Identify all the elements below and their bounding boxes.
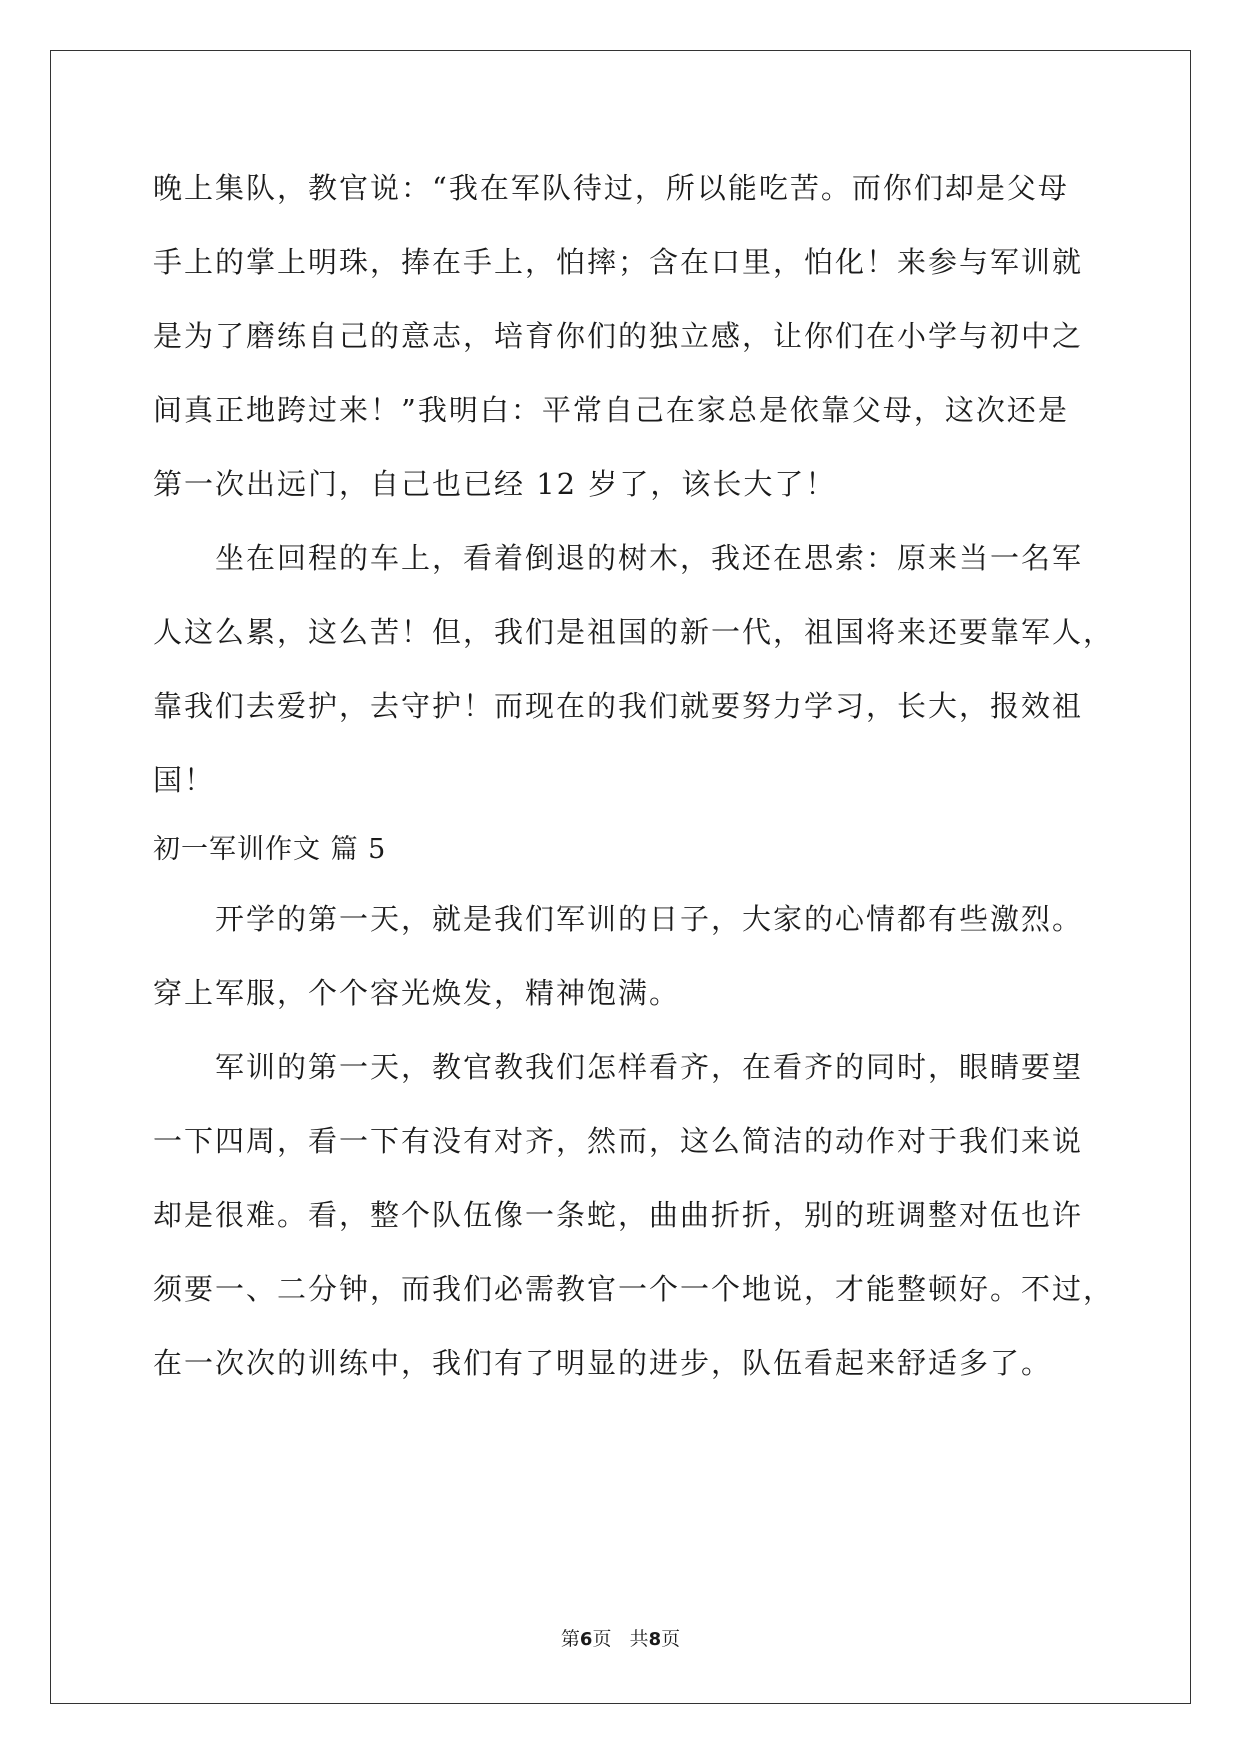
body-line: 须要一、二分钟，而我们必需教官一个一个地说，才能整顿好。不过， — [153, 1272, 1115, 1306]
body-line: 一下四周，看一下有没有对齐，然而，这么简洁的动作对于我们来说 — [153, 1124, 1084, 1158]
body-line: 晚上集队，教官说：“我在军队待过，所以能吃苦。而你们却是父母 — [153, 171, 1069, 205]
body-line: 手上的掌上明珠，捧在手上，怕摔；含在口里，怕化！来参与军训就 — [153, 245, 1084, 279]
body-line: 在一次次的训练中，我们有了明显的进步，队伍看起来舒适多了。 — [153, 1346, 1053, 1380]
current-page-number: 6 — [579, 1629, 593, 1650]
body-line: 军训的第一天，教官教我们怎样看齐，在看齐的同时，眼睛要望 — [153, 1050, 1084, 1084]
body-line: 是为了磨练自己的意志，培育你们的独立感，让你们在小学与初中之 — [153, 319, 1084, 353]
body-line: 却是很难。看，整个队伍像一条蛇，曲曲折折，别的班调整对伍也许 — [153, 1198, 1084, 1232]
body-line: 坐在回程的车上，看着倒退的树木，我还在思索：原来当一名军 — [153, 541, 1084, 575]
body-line: 国！ — [153, 763, 216, 797]
body-line: 第一次出远门，自己也已经 12 岁了，该长大了！ — [153, 467, 837, 501]
page-middle: 页 共 — [592, 1628, 649, 1650]
section-heading: 初一军训作文 篇 5 — [153, 834, 387, 865]
body-line: 人这么累，这么苦！但，我们是祖国的新一代，祖国将来还要靠军人， — [153, 615, 1115, 649]
total-page-number: 8 — [648, 1629, 662, 1650]
page-suffix: 页 — [661, 1628, 681, 1650]
page-prefix: 第 — [560, 1628, 580, 1650]
page-footer — [0, 1625, 1241, 1654]
body-line: 间真正地跨过来！”我明白：平常自己在家总是依靠父母，这次还是 — [153, 393, 1069, 427]
body-line: 开学的第一天，就是我们军训的日子，大家的心情都有些激烈。 — [153, 902, 1084, 936]
body-line: 靠我们去爱护，去守护！而现在的我们就要努力学习，长大，报效祖 — [153, 689, 1084, 723]
page-frame — [50, 50, 1191, 1704]
body-line: 穿上军服，个个容光焕发，精神饱满。 — [153, 976, 681, 1010]
